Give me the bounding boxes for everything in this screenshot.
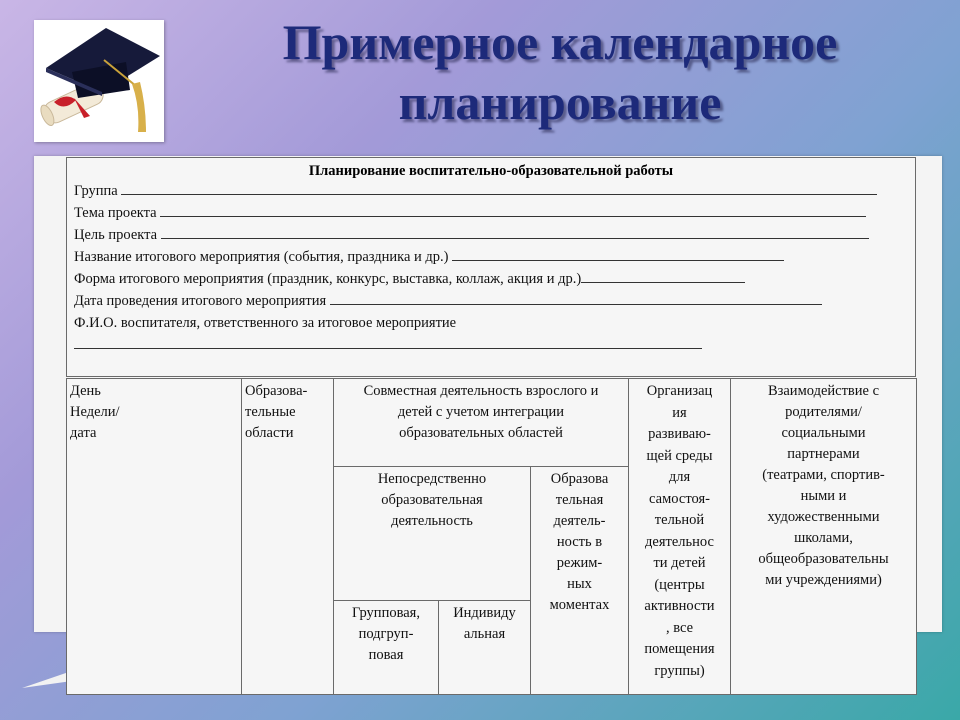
graduation-cap-icon (34, 20, 164, 142)
input-line[interactable] (330, 291, 822, 305)
field-event-date: Дата проведения итогового мероприятия (74, 290, 915, 312)
form-title: Планирование воспитательно-образовательной работы (308, 163, 674, 179)
col-environment-header: Организац ия развиваю- щей среды для самостоя- тельной деятельнос ти детей (центры активности , все помещения группы) (629, 379, 731, 695)
field-goal: Цель проекта (74, 224, 915, 246)
field-event-form: Форма итогового мероприятия (праздник, конкурс, выставка, коллаж, акция и др.) (74, 268, 915, 290)
input-line[interactable] (121, 181, 877, 195)
col-individual-header: Индивиду альная (439, 601, 531, 695)
field-topic: Тема проекта (74, 202, 915, 224)
slide-title-line-2: планирование (398, 74, 722, 130)
col-parents-header: Взаимодействие с родителями/ социальными партнерами (театрами, спортив- ными и художественными школами, общеобразовательны ми учреждениями) (731, 379, 917, 695)
col-direct-education-header: Непосредственно образовательная деятельность (334, 467, 531, 601)
field-group: Группа (74, 180, 915, 202)
input-line[interactable] (74, 335, 702, 349)
planning-form (66, 157, 916, 695)
col-joint-activity-header: Совместная деятельность взрослого и детей с учетом интеграции образовательных областей (334, 379, 629, 467)
slide-title-line-1: Примерное календарное (282, 14, 838, 70)
col-areas-header: Образова- тельные области (242, 379, 334, 695)
field-teacher-line (74, 334, 915, 356)
col-group-header: Групповая, подгруп- повая (334, 601, 439, 695)
field-event-name: Название итогового мероприятия (события, праздника и др.) (74, 246, 915, 268)
slide-title (190, 12, 930, 132)
input-line[interactable] (161, 225, 869, 239)
input-line[interactable] (452, 247, 784, 261)
field-teacher: Ф.И.О. воспитателя, ответственного за итоговое мероприятие (74, 315, 457, 331)
col-routine-header: Образова тельная деятель- ность в режим- ных моментах (531, 467, 629, 695)
col-day-header: День Недели/ дата (67, 379, 242, 695)
input-line[interactable] (581, 269, 745, 283)
form-header (66, 157, 916, 377)
planning-table (66, 378, 917, 695)
input-line[interactable] (160, 203, 866, 217)
logo (34, 20, 164, 142)
